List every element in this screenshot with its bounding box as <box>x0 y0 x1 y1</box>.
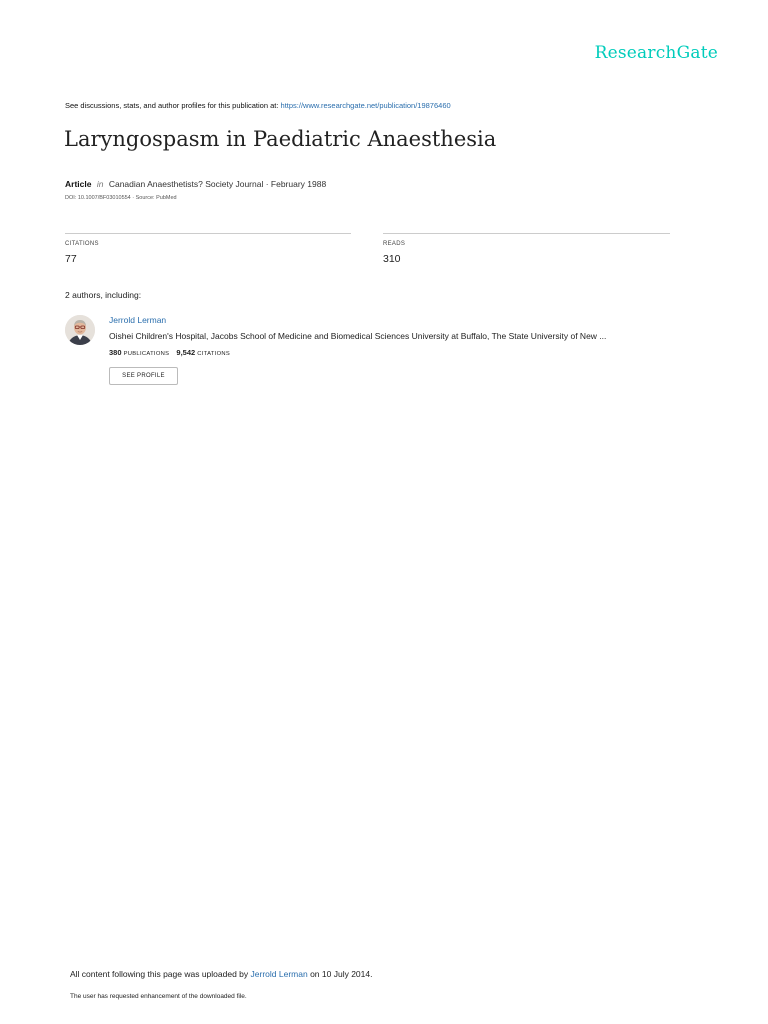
doi-source: DOI: 10.1007/BF03010554 · Source: PubMed <box>65 195 177 201</box>
author-citations-label: CITATIONS <box>197 351 231 357</box>
publication-url-link[interactable]: https://www.researchgate.net/publication/19876460 <box>280 101 451 110</box>
reads-count: 310 <box>383 253 401 265</box>
in-word: in <box>96 179 104 189</box>
enhancement-note: The user has requested enhancement of the downloaded file. <box>70 993 247 1000</box>
uploader-link[interactable]: Jerrold Lerman <box>250 969 308 979</box>
author-card <box>65 313 715 393</box>
see-profile-button[interactable]: SEE PROFILE <box>109 367 178 385</box>
researchgate-logo[interactable]: ResearchGate <box>594 43 718 63</box>
journal-date: Canadian Anaesthetists? Society Journal · February 1988 <box>108 179 327 189</box>
reads-divider <box>383 233 670 234</box>
authors-heading: 2 authors, including: <box>65 290 142 300</box>
author-citations-count: 9,542 <box>176 348 196 357</box>
publication-type: Article <box>65 179 92 189</box>
author-photo-icon <box>65 315 95 345</box>
author-name-link[interactable]: Jerrold Lerman <box>109 315 167 325</box>
reads-label: READS <box>383 241 406 247</box>
author-publications-count: 380 <box>109 348 122 357</box>
author-publications-label: PUBLICATIONS <box>123 351 170 357</box>
publication-title: Laryngospasm in Paediatric Anaesthesia <box>64 127 497 151</box>
citations-count: 77 <box>65 253 77 265</box>
upload-suffix: on 10 July 2014. <box>310 969 373 979</box>
citations-label: CITATIONS <box>65 241 99 247</box>
upload-prefix: All content following this page was uploaded by <box>70 969 249 979</box>
author-stats <box>109 348 235 357</box>
publication-meta <box>65 179 326 189</box>
author-affiliation: Oishei Children's Hospital, Jacobs School of Medicine and Biomedical Sciences University at Buffalo, The State University of New ... <box>109 331 607 341</box>
upload-notice <box>70 969 372 979</box>
discussion-text: See discussions, stats, and author profiles for this publication at: <box>65 101 279 110</box>
author-avatar[interactable] <box>65 315 95 345</box>
discussion-notice <box>65 101 451 110</box>
citations-divider <box>65 233 351 234</box>
